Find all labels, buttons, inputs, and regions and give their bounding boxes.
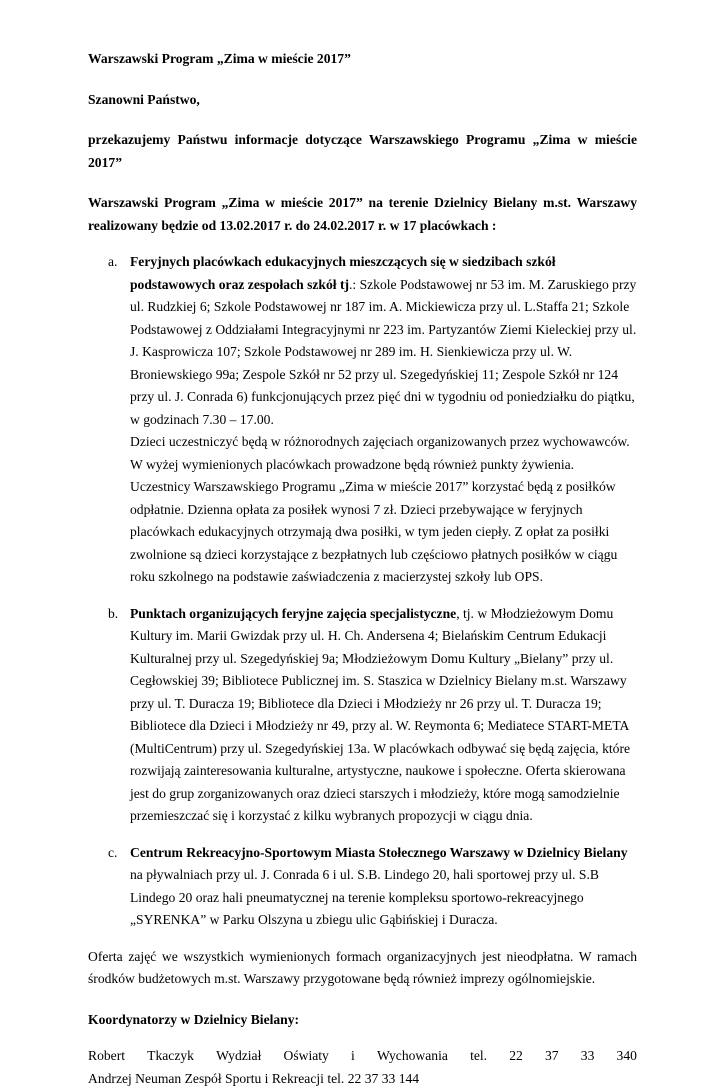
list-item-heading: Centrum Rekreacyjno-Sportowym Miasta Stołecznego Warszawy w Dzielnicy Bielany — [130, 845, 628, 860]
list-item-heading: Feryjnych placówkach edukacyjnych mieszczących się w siedzibach szkół podstawowych oraz zespołach szkół tj — [130, 254, 556, 292]
list-marker: a. — [108, 251, 117, 274]
summary-paragraph: Warszawski Program „Zima w mieście 2017” na terenie Dzielnicy Bielany m.st. Warszawy realizowany będzie od 13.02.2017 r. do 24.02.2017 r. w 17 placówkach : — [88, 192, 637, 237]
intro-paragraph: przekazujemy Państwu informacje dotyczące Warszawskiego Programu „Zima w mieście 2017” — [88, 129, 637, 174]
list-item-c — [88, 842, 637, 932]
greeting: Szanowni Państwo, — [88, 89, 637, 112]
coordinators-heading: Koordynatorzy w Dzielnicy Bielany: — [88, 1009, 637, 1032]
document-title: Warszawski Program „Zima w mieście 2017” — [88, 48, 637, 71]
list-item-text-continued: Dzieci uczestniczyć będą w różnorodnych zajęciach organizowanych przez wychowawców. W wyżej wymienionych placówkach prowadzone będą również punkty żywienia. Uczestnicy Warszawskiego Programu „Zima w mieście 2017” korzystać będą z posiłków odpłatnie. Dzienna opłata za posiłek wynosi 7 zł. Dzieci przebywające w feryjnych placówkach edukacyjnych otrzymają dwa posiłki, w tym jeden ciepły. Z opłat za posiłki zwolnione są dzieci korzystające z bezpłatnych lub częściowo płatnych posiłków w ciągu roku szkolnego na podstawie zaświadczenia z macierzystej szkoły lub OPS. — [130, 431, 637, 589]
contact-andrzej-neuman: Andrzej Neuman Zespół Sportu i Rekreacji tel. 22 37 33 144 — [88, 1068, 637, 1090]
offer-paragraph: Oferta zajęć we wszystkich wymienionych formach organizacyjnych jest nieodpłatna. W ramach środków budżetowych m.st. Warszawy przygotowane będą również imprezy ogólnomiejskie. — [88, 946, 637, 991]
list-marker: b. — [108, 603, 118, 626]
coordinators-contacts — [88, 1045, 637, 1090]
list-item-text: , tj. w Młodzieżowym Domu Kultury im. Marii Gwizdak przy ul. H. Ch. Andersena 4; Bielańskim Centrum Edukacji Kulturalnej przy ul. Szegedyńskiej 9a; Młodzieżowym Domu Kultury „Bielany” przy ul. Cegłowskiej 39; Bibliotece Publicznej im. S. Staszica w Dzielnicy Bielany m.st. Warszawy przy ul. T. Duracza 19; Bibliotece dla Dzieci i Młodzieży nr 26 przy ul. T. Duracza 19; Bibliotece dla Dzieci i Młodzieży nr 49, przy al. W. Reymonta 6; Mediatece START-META (MultiCentrum) przy ul. Szegedyńskiej 13a. W placówkach odbywać się będą zajęcia, które rozwijają zainteresowania kulturalne, artystyczne, naukowe i społeczne. Oferta skierowana jest do grup zorganizowanych oraz dzieci starszych i młodzieży, które mogą samodzielnie przemieszczać się i korzystać z kilku wybranych propozycji w ciągu dnia. — [130, 606, 630, 824]
list-item-text: na pływalniach przy ul. J. Conrada 6 i ul. S.B. Lindego 20, hali sportowej przy ul. S.B Lindego 20 oraz hali pneumatycznej na terenie kompleksu sportowo-rekreacyjnego „SYRENKA” w Parku Olszyna u zbiegu ulic Gąbińskiej i Duracza. — [130, 867, 599, 927]
list-item-heading: Punktach organizujących feryjne zajęcia specjalistyczne — [130, 606, 456, 621]
list-item-text: .: Szkole Podstawowej nr 53 im. M. Zaruskiego przy ul. Rudzkiej 6; Szkole Podstawowej nr 187 im. A. Mickiewicza przy ul. L.Staffa 21; Szkole Podstawowej z Oddziałami Integracyjnymi nr 223 im. Partyzantów Ziemi Kieleckiej przy ul. J. Kasprowicza 107; Szkole Podstawowej nr 289 im. H. Sienkiewicza przy ul. W. Broniewskiego 99a; Zespole Szkół nr 52 przy ul. Szegedyńskiej 11; Zespole Szkół nr 124 przy ul. J. Conrada 6) funkcjonujących przez pięć dni w tygodniu od poniedziałku do piątku, w godzinach 7.30 – 17.00. — [130, 277, 636, 427]
list-marker: c. — [108, 842, 117, 865]
locations-list — [88, 251, 637, 932]
list-item-b — [88, 603, 637, 828]
contact-robert-tkaczyk: Robert Tkaczyk Wydział Oświaty i Wychowania tel. 22 37 33 340 — [88, 1045, 637, 1068]
list-item-a — [88, 251, 637, 589]
